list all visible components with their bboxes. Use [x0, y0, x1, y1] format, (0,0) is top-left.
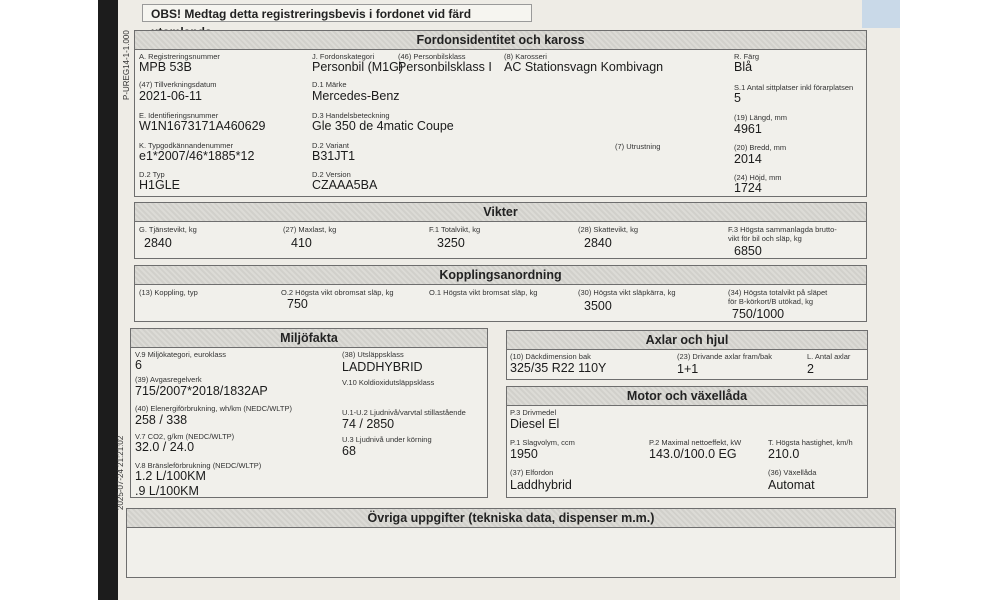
field-caption: D.2 Version [312, 170, 351, 179]
electric-vehicle-type: Laddhybrid [510, 478, 572, 492]
field-caption: (39) Avgasregelverk [135, 375, 202, 384]
section-ovriga [126, 508, 896, 578]
field-caption: F.1 Totalvikt, kg [429, 225, 481, 234]
make: Mercedes-Benz [312, 89, 400, 103]
field-caption: (37) Elfordon [510, 468, 554, 477]
field-caption: (28) Skattevikt, kg [578, 225, 639, 234]
field-caption: D.2 Typ [139, 170, 165, 179]
body-type: AC Stationsvagn Kombivagn [504, 60, 664, 74]
top-speed: 210.0 [768, 447, 800, 461]
section-title: Fordonsidentitet och kaross [135, 31, 866, 50]
field-caption: P.1 Slagvolym, ccm [510, 438, 575, 447]
side-code-bottom: 2025-07-24 21:21:02 [116, 435, 125, 510]
tax-weight: 2840 [584, 236, 612, 250]
field-caption: V.8 Bränsleförbrukning (NEDC/WLTP) [135, 461, 262, 470]
section-fordon [134, 30, 867, 197]
field-caption: (38) Utsläppsklass [342, 350, 404, 359]
field-caption: U.1-U.2 Ljudnivå/varvtal stillastående [342, 408, 466, 417]
transmission: Automat [768, 478, 815, 492]
energy-consumption: 258 / 338 [135, 413, 188, 427]
field-caption: (23) Drivande axlar fram/bak [677, 352, 773, 361]
field-caption: (27) Maxlast, kg [283, 225, 337, 234]
field-caption: P.2 Maximal nettoeffekt, kW [649, 438, 742, 447]
field-caption: (7) Utrustning [615, 142, 661, 151]
fuel-consumption-nedc: 1.2 L/100KM [135, 469, 206, 483]
total-weight: 3250 [437, 236, 465, 250]
axle-count: 2 [807, 362, 814, 376]
section-title: Axlar och hjul [507, 331, 867, 350]
field-caption: D.1 Märke [312, 80, 347, 89]
field-caption: A. Registreringsnummer [139, 52, 220, 61]
version: CZAAA5BA [312, 178, 378, 192]
field-caption: S.1 Antal sittplatser inkl förarplatsen [734, 83, 854, 92]
emission-regulation: 715/2007*2018/1832AP [135, 384, 268, 398]
field-caption: (34) Högsta totalvikt på släpet [728, 288, 828, 297]
length: 4961 [734, 122, 762, 136]
euro-class: 6 [135, 358, 142, 372]
blue-corner [862, 0, 900, 28]
side-code-top: P-UREG14-1-1.000 [122, 30, 131, 100]
section-motor [506, 386, 868, 498]
field-caption: (13) Koppling, typ [139, 288, 198, 297]
max-load: 410 [291, 236, 312, 250]
trade-name: Gle 350 de 4matic Coupe [312, 119, 454, 133]
field-caption: O.2 Högsta vikt obromsat släp, kg [281, 288, 394, 297]
field-caption: (47) Tillverkningsdatum [139, 80, 217, 89]
field-caption: J. Fordonskategori [312, 52, 375, 61]
field-caption: D.3 Handelsbeteckning [312, 111, 390, 120]
section-title: Vikter [135, 203, 866, 222]
field-caption: K. Typgodkännandenummer [139, 141, 234, 150]
car-class: Personbilsklass I [398, 60, 492, 74]
field-caption: (20) Bredd, mm [734, 143, 787, 152]
combination-weight: 6850 [734, 244, 762, 258]
section-title: Övriga uppgifter (tekniska data, dispenser m.m.) [127, 509, 895, 528]
max-net-power: 143.0/100.0 EG [649, 447, 737, 461]
color: Blå [734, 60, 753, 74]
field-caption: V.10 Koldioxidutsläppsklass [342, 378, 435, 387]
height: 1724 [734, 181, 762, 195]
field-caption: O.1 Högsta vikt bromsat släp, kg [429, 288, 538, 297]
field-caption: (19) Längd, mm [734, 113, 787, 122]
field-caption: V.7 CO2, g/km (NEDC/WLTP) [135, 432, 235, 441]
field-caption: L. Antal axlar [807, 352, 851, 361]
type: H1GLE [139, 178, 180, 192]
displacement: 1950 [510, 447, 538, 461]
field-caption: V.9 Miljökategori, euroklass [135, 350, 227, 359]
section-axlar [506, 330, 868, 380]
driving-axles: 1+1 [677, 362, 699, 376]
fuel-type: Diesel El [510, 417, 560, 431]
section-title: Miljöfakta [131, 329, 487, 348]
vehicle-category: Personbil (M1G) [312, 60, 403, 74]
field-caption: (10) Däckdimension bak [510, 352, 591, 361]
section-miljo [130, 328, 488, 498]
background-right [900, 0, 1000, 600]
field-caption: F.3 Högsta sammanlagda brutto- [728, 225, 837, 234]
driving-noise: 68 [342, 444, 356, 458]
field-caption: (24) Höjd, mm [734, 173, 782, 182]
field-caption: T. Högsta hastighet, km/h [768, 438, 853, 447]
field-caption: (46) Personbilsklass [398, 52, 466, 61]
stationary-noise: 74 / 2850 [342, 417, 395, 431]
fuel-consumption-wltp: .9 L/100KM [135, 484, 199, 498]
b-license-trailer-weight: 750/1000 [732, 307, 785, 321]
field-caption: R. Färg [734, 52, 760, 61]
curb-weight: 2840 [144, 236, 172, 250]
unbraked-trailer-weight: 750 [287, 297, 308, 311]
background-left [0, 0, 98, 600]
field-caption: P.3 Drivmedel [510, 408, 557, 417]
registration-number: MPB 53B [139, 60, 192, 74]
field-caption: (36) Växellåda [768, 468, 817, 477]
tire-dimension: 325/35 R22 110Y [510, 361, 607, 375]
max-trailer-weight: 3500 [584, 299, 612, 313]
co2-emissions: 32.0 / 24.0 [135, 440, 195, 454]
background-dark-strip [98, 0, 120, 600]
field-caption: E. Identifieringsnummer [139, 111, 219, 120]
section-vikter [134, 202, 867, 259]
field-caption: vikt för bil och släp, kg [728, 234, 802, 243]
field-caption: (30) Högsta vikt släpkärra, kg [578, 288, 676, 297]
field-caption: (40) Elenergiförbrukning, wh/km (NEDC/WLTP) [135, 404, 292, 413]
emission-class: LADDHYBRID [342, 360, 423, 374]
field-caption: (8) Karosseri [504, 52, 547, 61]
type-approval: e1*2007/46*1885*12 [139, 149, 255, 163]
field-caption: U.3 Ljudnivå under körning [342, 435, 432, 444]
vin: W1N1673171A460629 [139, 119, 266, 133]
seats: 5 [734, 91, 741, 105]
section-title: Kopplingsanordning [135, 266, 866, 285]
field-caption: D.2 Variant [312, 141, 349, 150]
variant: B31JT1 [312, 149, 356, 163]
section-title: Motor och växellåda [507, 387, 867, 406]
field-caption: för B-körkort/B utökad, kg [728, 297, 814, 306]
notice-banner: OBS! Medtag detta registreringsbevis i fordonet vid färd [142, 4, 532, 22]
manufacture-date: 2021-06-11 [139, 89, 203, 103]
width: 2014 [734, 152, 762, 166]
section-koppling [134, 265, 867, 322]
field-caption: G. Tjänstevikt, kg [139, 225, 197, 234]
